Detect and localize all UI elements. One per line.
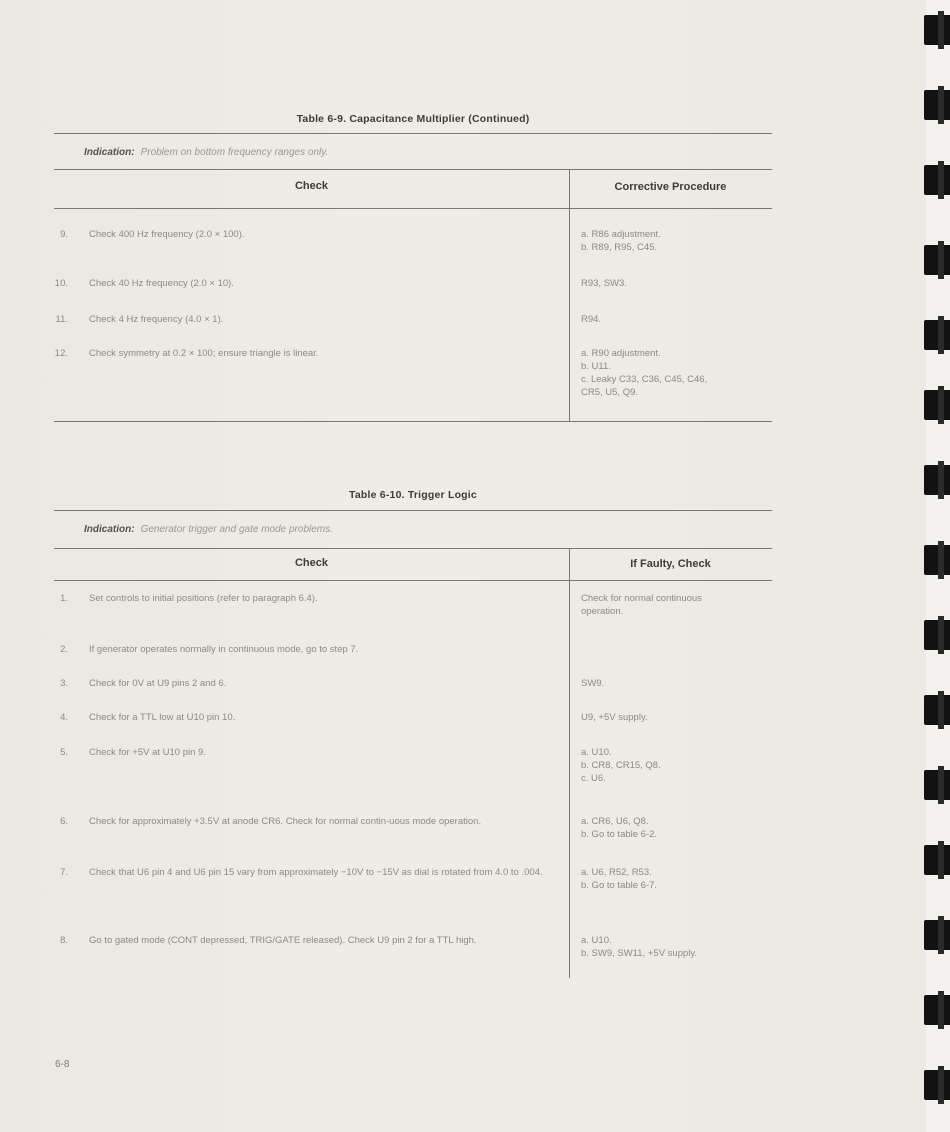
table-6-9-indication (84, 147, 328, 158)
binding-tab (924, 920, 950, 950)
fix-item: R93, SW3. (581, 278, 627, 289)
table-6-10-col-fix: If Faulty, Check (630, 558, 711, 570)
fix-item: a. U10. (581, 935, 612, 946)
step-number: 5. (60, 747, 68, 758)
table-6-9-header-rule-top (54, 169, 772, 170)
step-number: 10. (54, 278, 68, 289)
fix-item: b. SW9, SW11, +5V supply. (581, 948, 698, 959)
table-6-10-header-rule-top (54, 548, 772, 549)
step-number: 2. (60, 644, 68, 655)
table-6-10-col-check: Check (294, 557, 329, 569)
step-number: 11. (55, 314, 68, 325)
fix-item: operation. (581, 606, 624, 617)
binding-tab (924, 545, 950, 575)
indication-label: Indication: (84, 147, 135, 158)
binding-tab (924, 390, 950, 420)
fix-item: a. CR6, U6, Q8. (581, 816, 649, 827)
check-text: Check for a TTL low at U10 pin 10. (89, 712, 236, 723)
fix-item: R94. (581, 314, 602, 325)
binding-tab (924, 695, 950, 725)
check-text: Check for +5V at U10 pin 9. (89, 747, 206, 758)
table-6-9-col-fix: Corrective Procedure (614, 181, 727, 193)
check-text: Check for approximately +3.5V at anode CR6. Check for normal contin-uous mode operation. (89, 816, 482, 827)
table-6-9-top-rule (54, 133, 772, 134)
fix-item: b. CR8, CR15, Q8. (581, 760, 661, 771)
check-text: Check 4 Hz frequency (4.0 × 1). (89, 314, 224, 325)
binding-tab (924, 465, 950, 495)
fix-item: a. U10. (581, 747, 612, 758)
indication-text: Generator trigger and gate mode problems. (140, 524, 333, 535)
fix-item: a. R90 adjustment. (581, 348, 661, 359)
table-6-10-top-rule (54, 510, 772, 511)
table-6-10-caption: Table 6-10. Trigger Logic (349, 489, 477, 501)
fix-list (581, 866, 776, 892)
fix-list (581, 711, 776, 724)
binding-tab (924, 995, 950, 1025)
binding-tab (924, 165, 950, 195)
check-text: If generator operates normally in continuous mode, go to step 7. (89, 644, 359, 655)
step-number: 1. (60, 593, 68, 604)
binding-tab (924, 15, 950, 45)
page-number: 6-8 (55, 1059, 70, 1070)
binding-tab (924, 845, 950, 875)
check-text: Check for 0V at U9 pins 2 and 6. (89, 678, 227, 689)
fix-item: U9, +5V supply. (581, 712, 648, 723)
table-6-9-header-rule-bottom (54, 208, 772, 209)
fix-list (581, 746, 776, 785)
check-text: Set controls to initial positions (refer to paragraph 6.4). (89, 593, 318, 604)
table-6-9-caption: Table 6-9. Capacitance Multiplier (Continued) (296, 113, 530, 125)
fix-item: c. U6. (581, 773, 606, 784)
step-number: 8. (60, 935, 68, 946)
table-6-9-col-check: Check (294, 180, 329, 192)
binding-tab (924, 620, 950, 650)
fix-list (581, 815, 776, 841)
check-text: Check 400 Hz frequency (2.0 × 100). (89, 229, 245, 240)
step-number: 7. (60, 867, 68, 878)
fix-list (581, 677, 776, 690)
fix-item: c. Leaky C33, C36, C45, C46, (581, 374, 708, 385)
fix-item: SW9. (581, 678, 605, 689)
indication-label: Indication: (84, 524, 135, 535)
table-6-9-column-divider (569, 169, 570, 422)
step-number: 6. (60, 816, 68, 827)
fix-list (581, 313, 776, 326)
table-6-10-header-rule-bottom (54, 580, 772, 581)
step-number: 9. (60, 229, 68, 240)
fix-item: b. Go to table 6-7. (581, 880, 658, 891)
binding-tab (924, 245, 950, 275)
check-text: Check symmetry at 0.2 × 100; ensure triangle is linear. (89, 348, 319, 359)
fix-list (581, 592, 776, 618)
step-number: 12. (54, 348, 68, 359)
fix-list (581, 934, 776, 960)
binding-tab (924, 770, 950, 800)
table-6-10-column-divider (569, 548, 570, 978)
binding-tab (924, 320, 950, 350)
table-6-10-indication (84, 524, 333, 535)
fix-item: b. Go to table 6-2. (581, 829, 658, 840)
indication-text: Problem on bottom frequency ranges only. (140, 147, 329, 158)
step-number: 3. (60, 678, 68, 689)
check-text: Check that U6 pin 4 and U6 pin 15 vary from approximately −10V to −15V as dial is rotated from 4.0 to .004. (89, 867, 543, 878)
fix-item: a. U6, R52, R53. (581, 867, 652, 878)
step-number: 4. (60, 712, 68, 723)
fix-list (581, 228, 776, 254)
fix-list (581, 277, 776, 290)
binding-tab (924, 1070, 950, 1100)
check-text: Check 40 Hz frequency (2.0 × 10). (89, 278, 234, 289)
fix-item: Check for normal continuous (581, 593, 702, 604)
binding-tab (924, 90, 950, 120)
fix-item: b. R89, R95, C45. (581, 242, 658, 253)
table-6-9-bottom-rule (54, 421, 772, 422)
fix-item: CR5, U5, Q9. (581, 387, 639, 398)
fix-item: b. U11. (581, 361, 611, 372)
fix-list (581, 347, 776, 399)
check-text: Go to gated mode (CONT depressed, TRIG/GATE released). Check U9 pin 2 for a TTL high. (89, 935, 477, 946)
fix-item: a. R86 adjustment. (581, 229, 661, 240)
